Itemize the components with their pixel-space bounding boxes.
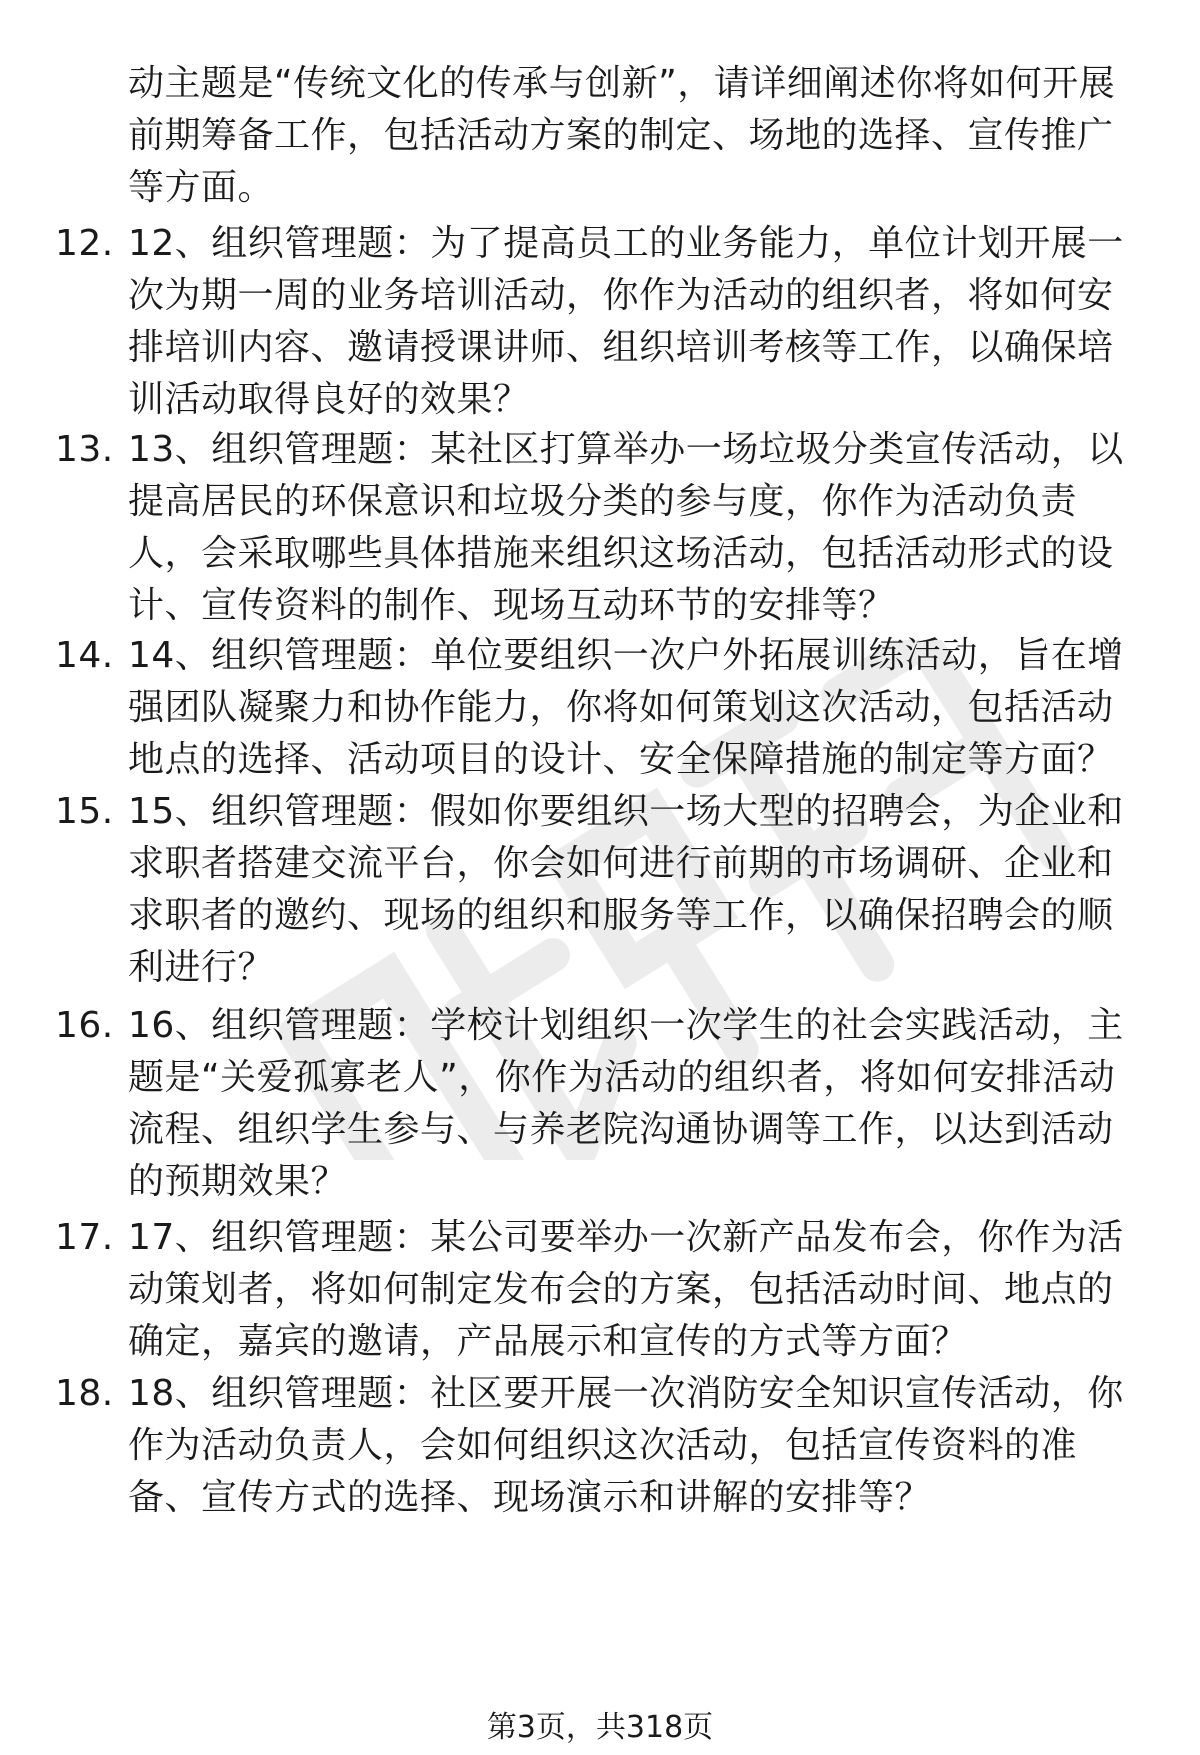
question-text: 14、组织管理题：单位要组织一次户外拓展训练活动，旨在增强团队凝聚力和协作能力，你将如何策划这次活动，包括活动地点的选择、活动项目的设计、安全保障措施的制定等方面？ <box>128 635 1124 780</box>
question-text: 17、组织管理题：某公司要举办一次新产品发布会，你作为活动策划者，将如何制定发布会的方案，包括活动时间、地点的确定，嘉宾的邀请，产品展示和宣传的方式等方面？ <box>128 1217 1124 1362</box>
question-number: 16. <box>55 1005 114 1046</box>
page-footer: 第3页，共318页 <box>486 1710 714 1745</box>
question-text: 15、组织管理题：假如你要组织一场大型的招聘会，为企业和求职者搭建交流平台，你会如何进行前期的市场调研、企业和求职者的邀约、现场的组织和服务等工作，以确保招聘会的顺利进行？ <box>128 791 1124 988</box>
question-number: 18. <box>55 1373 114 1414</box>
question-number: 17. <box>55 1217 114 1258</box>
question-number: 12. <box>55 223 114 264</box>
question-text: 13、组织管理题：某社区打算举办一场垃圾分类宣传活动，以提高居民的环保意识和垃圾分类的参与度，你作为活动负责人，会采取哪些具体措施来组织这场活动，包括活动形式的设计、宣传资料的制作、现场互动环节的安排等？ <box>128 429 1124 626</box>
question-text: 18、组织管理题：社区要开展一次消防安全知识宣传活动，你作为活动负责人，会如何组织这次活动，包括宣传资料的准备、宣传方式的选择、现场演示和讲解的安排等？ <box>128 1373 1124 1518</box>
question-number: 15. <box>55 791 114 832</box>
question-text: 12、组织管理题：为了提高员工的业务能力，单位计划开展一次为期一周的业务培训活动，你作为活动的组织者，将如何安排培训内容、邀请授课讲师、组织培训考核等工作，以确保培训活动取得良好的效果？ <box>128 223 1124 420</box>
question-11-continuation: 动主题是“传统文化的传承与创新”，请详细阐述你将如何开展前期筹备工作，包括活动方案的制定、场地的选择、宣传推广等方面。 <box>128 63 1116 208</box>
question-number: 14. <box>55 635 114 676</box>
question-text: 16、组织管理题：学校计划组织一次学生的社会实践活动，主题是“关爱孤寡老人”，你作为活动的组织者，将如何安排活动流程、组织学生参与、与养老院沟通协调等工作，以达到活动的预期效果？ <box>128 1005 1124 1202</box>
question-number: 13. <box>55 429 114 470</box>
